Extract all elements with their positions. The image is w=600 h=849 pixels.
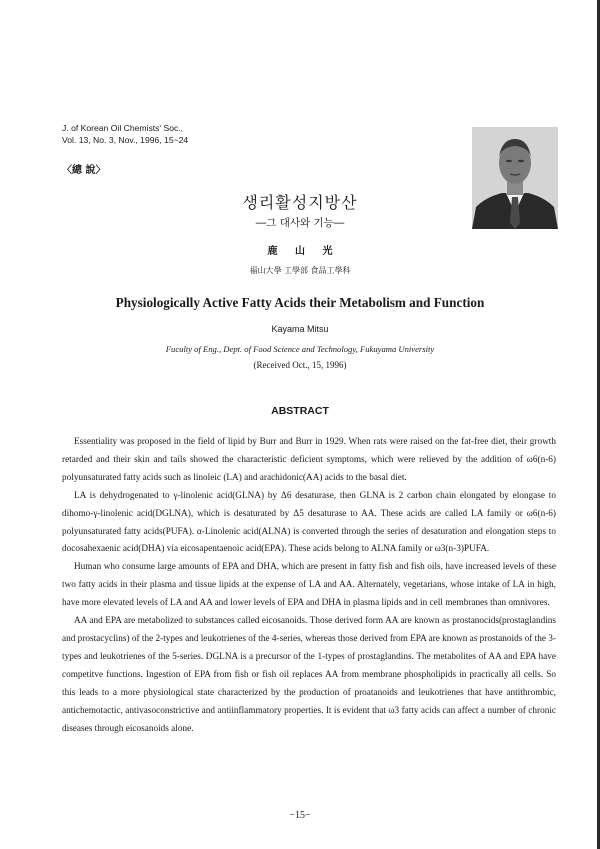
journal-name: J. of Korean Oil Chemists' Soc., <box>62 123 184 133</box>
english-title: Physiologically Active Fatty Acids their Metabolism and Function <box>115 295 485 310</box>
author-portrait-image <box>472 127 558 229</box>
section-tag: 〈總 說〉 <box>62 165 106 176</box>
korean-subtitle: ―그 대사와 기능― <box>255 217 345 229</box>
abstract-paragraph: AA and EPA are metabolized to substances called eicosanoids. Those derived form AA are known as prostanocids(prostaglandins and prostacyclins) of the 2-types and leukotrienes of the 4-series, whereas those derived from EPA are known as prostanoids of the 3-types and leukotrienes of the 5-series. DGLNA is a precursor of the 1-types of prostaglandins. The metabolites of AA and EPA have competitve functions. Ingestion of EPA from fish or fish oil replaces AA from membrane phospholipids in practically all cells. So this leads to a more physiological state characterized by the production of proatanoids and leukotrienes that have antithrombic, antichemotactic, antivasoconstrictive and antiinflammatory properties. It is evident that ω3 fatty acids can affect a number of chronic diseases through eicosanoids alone. <box>62 616 556 734</box>
author-name-english: Kayama Mitsu <box>271 324 329 334</box>
affiliation-hanja: 福山大學 工學部 食品工學科 <box>249 266 351 275</box>
received-date: (Received Oct., 15, 1996) <box>253 360 347 370</box>
abstract-paragraph: LA is dehydrogenated to γ-linolenic acid(GLNA) by Δ6 desaturase, then GLNA is 2 carbon chain elongated by elongase to dihomo-γ-linolenic acid(DGLNA), which is desaturated by Δ5 desaturase to AA. These acids are called LA family or ω6(n-6) polyunsaturated fatty acids(PUFA). α-Linolenic acid(ALNA) is converted through the series of desaturation and elongation steps to docosahexaenic acid(DHA) via eicosapentaenoic acid(EPA). These acids belong to ALNA family or ω3(n-3)PUFA. <box>62 490 556 555</box>
abstract-paragraph: Essentiality was proposed in the field of lipid by Burr and Burr in 1929. When rats were raised on the fat-free diet, their growth retarded and their skin and tails showed the characteristic deficient symptoms, which were relieved by the addition of ω6(n-6) polyunsaturated fatty acids such as linoleic (LA) and arachidonic(AA) acids to the basal diet. <box>62 437 556 483</box>
journal-citation <box>62 122 188 146</box>
abstract-heading: ABSTRACT <box>271 405 329 417</box>
abstract-paragraph: Human who consume large amounts of EPA and DHA, which are present in fatty fish and fish oils, have increased levels of these two fatty acids in their plasma and tissue lipids at the expense of LA and AA. Alternately, vegetarians, whose intake of LA in high, have more elevated levels of LA and AA and lower levels of EPA and DHA in plasma lipids and in cell membranes than omnivores. <box>62 562 556 609</box>
korean-title: 생리활성지방산 <box>242 193 358 212</box>
author-photo <box>472 127 558 229</box>
affiliation-english: Fuculty of Eng., Dept. of Food Science and Technology, Fukuyama University <box>165 344 435 354</box>
journal-volume: Vol. 13, No. 3, Nov., 1996, 15~24 <box>62 135 189 145</box>
page-number: −15− <box>289 810 311 821</box>
author-name-hanja: 鹿 山 光 <box>267 246 333 257</box>
abstract-body <box>62 434 556 738</box>
